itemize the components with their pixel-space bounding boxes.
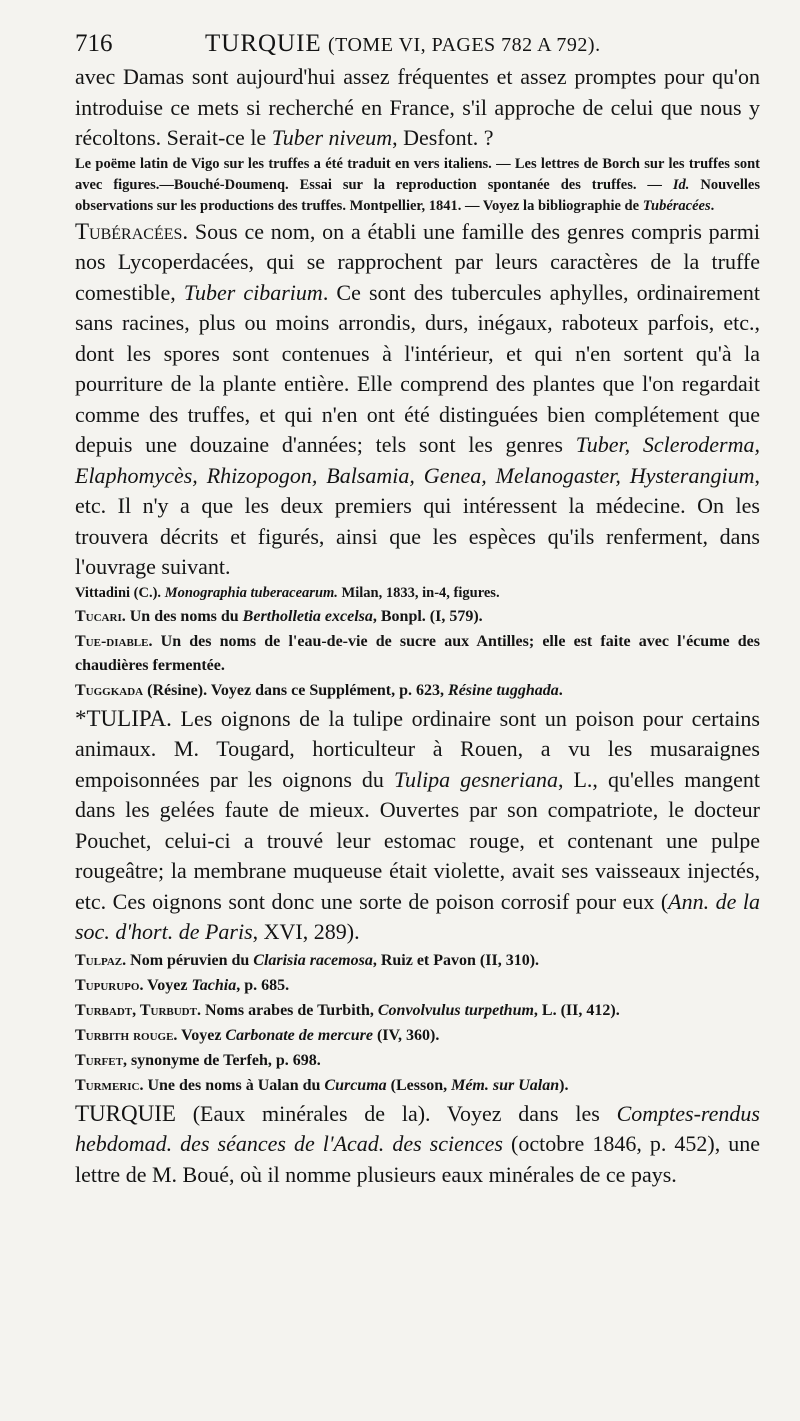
running-header xyxy=(75,30,760,58)
entry-tue-diable: Tue-diable. Un des noms de l'eau-de-vie de sucre aux Antilles; elle est faite avec l'écume des chaudières fermentée. xyxy=(75,632,760,674)
entry-tulipa: *TULIPA. Les oignons de la tulipe ordinaire sont un poison pour certains animaux. M. Tougard, horticulteur à Rouen, a vu les musaraignes empoisonnées par les oignons du Tulipa gesneriana, L., qu'elles mangent dans les gelées faute de mieux. Ouvertes par son compatriote, le docteur Pouchet, celui-ci a trouvé leur estomac rouge, et contenant une pulpe rougeâtre; la membrane muqueuse était violette, avait ses vaisseaux injectés, etc. Ces oignons sont donc une sorte de poison corrosif pour eux (Ann. de la soc. d'hort. de Paris, XVI, 289). xyxy=(75,705,760,944)
entry-tuggkada: Tuggkada (Résine). Voyez dans ce Supplément, p. 623, Résine tugghada. xyxy=(75,681,563,699)
footnote-vittadini: Vittadini (C.). Monographia tuberacearum. Milan, 1833, in-4, figures. xyxy=(75,584,500,601)
entry-turfet: Turfet, synonyme de Terfeh, p. 698. xyxy=(75,1051,321,1069)
genera-list: Tuber, Scleroderma, Elaphomycès, Rhizopogon, Balsamia, Genea, Melanogaster, Hysterangium xyxy=(75,432,760,488)
entry-turmeric: Turmeric. Une des noms à Ualan du Curcuma (Lesson, Mém. sur Ualan). xyxy=(75,1076,569,1094)
tome-reference: (TOME VI, PAGES 782 A 792). xyxy=(327,34,601,56)
species-name: Tuber niveum xyxy=(271,125,393,150)
entry-tuberacees: Tubéracées. Sous ce nom, on a établi une famille des genres compris parmi nos Lycoperdacées, qui se rapprochent par leurs caractères de la truffe comestible, Tuber cibarium. Ce sont des tubercules aphylles, ordinairement sans racines, plus ou moins arrondis, durs, inégaux, raboteux parfois, etc., dont les spores sont contenues à l'intérieur, et qui n'en sortent qu'à la pourriture de la plante entière. Elle comprend des plantes que l'on regardait comme des truffes, et qui n'en ont été distinguées bien complétement que depuis une douzaine d'années; tels sont les genres Tuber, Scleroderma, Elaphomycès, Rhizopogon, Balsamia, Genea, Melanogaster, Hysterangium, etc. Il n'y a que les deux premiers qui intéressent la médecine. On les trouvera décrits et figurés, ainsi que les espèces qu'ils renferment, dans l'ouvrage suivant. xyxy=(75,218,760,579)
entry-turbith-rouge: Turbith rouge. Voyez Carbonate de mercure (IV, 360). xyxy=(75,1026,440,1044)
page-number: 716 xyxy=(75,30,113,57)
entry-heading: *TULIPA. xyxy=(75,705,172,731)
entry-tulpaz: Tulpaz. Nom péruvien du Clarisia racemosa, Ruiz et Pavon (II, 310). xyxy=(75,951,540,969)
entry-tucari: Tucari. Un des noms du Bertholletia excelsa, Bonpl. (I, 579). xyxy=(75,607,483,625)
running-title: TURQUIE xyxy=(205,30,322,57)
paragraph-continued: avec Damas sont aujourd'hui assez fréquentes et assez promptes pour qu'on introduise ce mets si recherché en France, s'il approche de celui que nous y récoltons. Serait-ce le Tuber niveum, Desfont. ? xyxy=(75,64,760,150)
entry-turquie: TURQUIE (Eaux minérales de la). Voyez dans les Comptes-rendus hebdomad. des séances de l'Acad. des sciences (octobre 1846, p. 452), une lettre de M. Boué, où il nomme plusieurs eaux minérales de ce pays. xyxy=(75,1100,760,1187)
entry-tupurupo: Tupurupo. Voyez Tachia, p. 685. xyxy=(75,976,290,994)
entry-turbadt: Turbadt, Turbudt. Noms arabes de Turbith, Convolvulus turpethum, L. (II, 412). xyxy=(75,1001,620,1019)
entry-heading: TURQUIE xyxy=(75,1100,176,1126)
footnote-bibliography: Le poëme latin de Vigo sur les truffes a été traduit en vers italiens. — Les lettres de Borch sur les truffes sont avec figures.—Bouché-Doumenq. Essai sur la reproduction spontanée des truffes. — Id. Nouvelles observations sur les productions des truffes. Montpellier, 1841. — Voyez la bibliographie de Tubéracées. xyxy=(75,155,761,214)
entry-heading: Tubéracées. xyxy=(75,218,189,244)
